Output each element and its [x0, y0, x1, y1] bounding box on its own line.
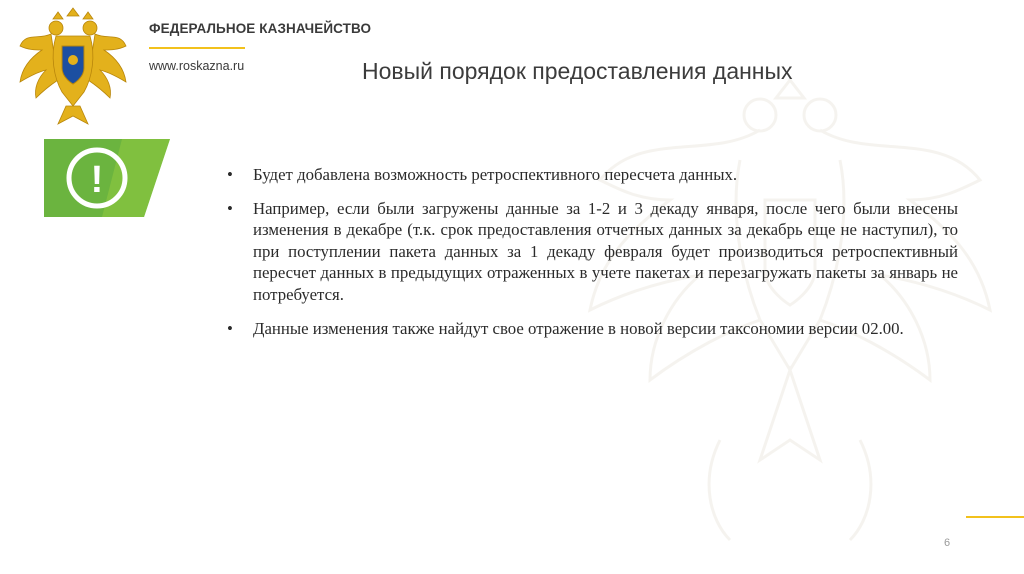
bullet-marker: • [227, 318, 233, 338]
double-headed-eagle-emblem-icon [18, 6, 128, 128]
bullet-marker: • [227, 198, 233, 218]
page-number: 6 [944, 537, 951, 549]
bullet-text: Будет добавлена возможность ретроспективного пересчета данных. [253, 165, 738, 184]
bullet-text: Данные изменения также найдут свое отражение в новой версии таксономии версии 02.00. [253, 318, 904, 338]
slide-title: Новый порядок предоставления данных [362, 58, 793, 84]
list-item [227, 198, 958, 306]
bullet-marker: • [227, 165, 233, 184]
bullet-text: Например, если были загружены данные за 1-2 и 3 декаду января, после чего были внесены изменения в декабре (т.к. срок предоставления отчетных данных за декабрь еще не наступил), то при поступлении пакета данных за 1 декаду февраля будет производиться ретроспективный пересчет данных в предыдущих отраженных в учете пакетах и перезагружать пакеты за январь не потребуется. [253, 198, 958, 304]
bullet-list [227, 164, 958, 351]
page-number-divider [966, 516, 1024, 518]
org-url: www.roskazna.ru [149, 59, 245, 73]
org-name: ФЕДЕРАЛЬНОЕ КАЗНАЧЕЙСТВО [149, 21, 372, 36]
list-item [227, 164, 958, 186]
exclamation-badge [44, 139, 170, 217]
exclamation-symbol: ! [90, 159, 104, 201]
org-divider [149, 47, 245, 49]
list-item [227, 318, 958, 340]
